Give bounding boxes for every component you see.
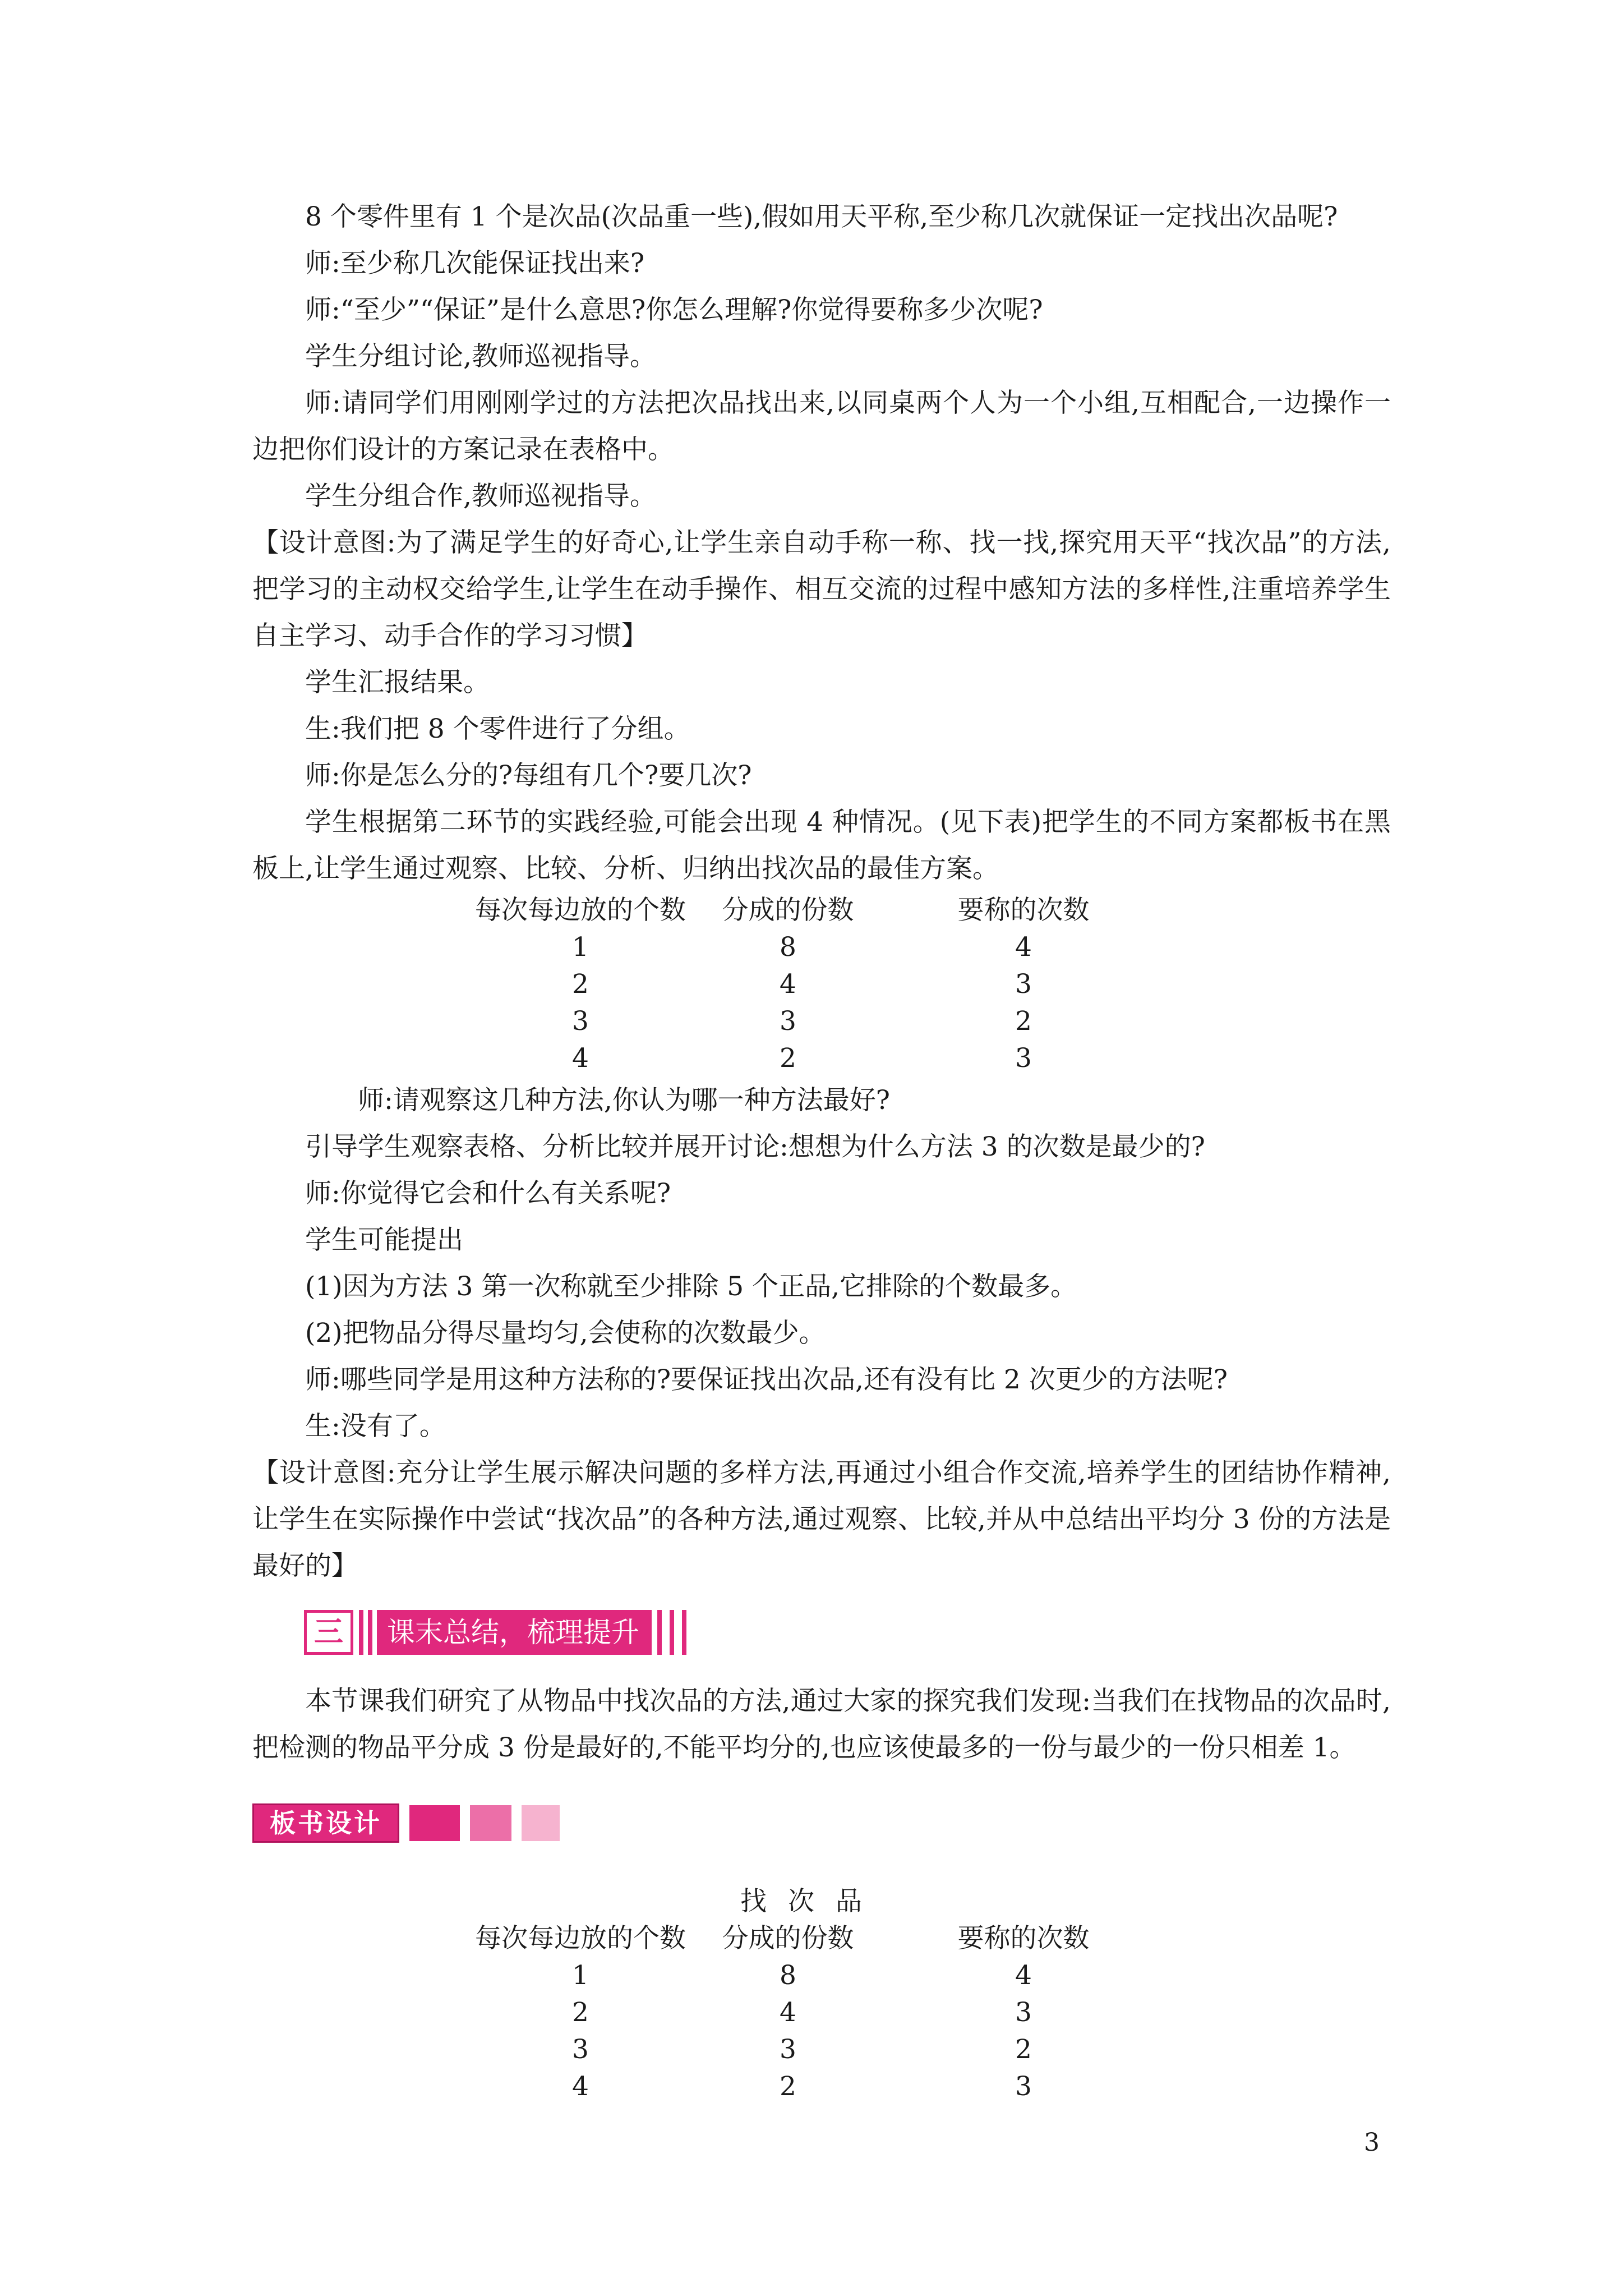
banner-divider xyxy=(359,1610,363,1655)
table-row xyxy=(457,966,1175,1003)
table-cell: 4 xyxy=(572,1043,589,1074)
paragraph: 学生汇报结果。 xyxy=(305,667,490,698)
table-cell: 2 xyxy=(780,2071,796,2102)
table-cell: 3 xyxy=(1015,1043,1032,1074)
table-row xyxy=(457,2068,1175,2105)
paragraph: 师:请观察这几种方法,你认为哪一种方法最好? xyxy=(358,1085,890,1116)
stripe xyxy=(657,1610,662,1655)
paragraph: 学生分组合作,教师巡视指导。 xyxy=(305,481,656,512)
paragraph: 师:“至少”“保证”是什么意思?你怎么理解?你觉得要称多少次呢? xyxy=(305,295,1043,325)
column-header: 要称的次数 xyxy=(957,1923,1090,1954)
paragraph: (2)把物品分得尽量均匀,会使称的次数最少。 xyxy=(305,1318,826,1349)
table-cell: 1 xyxy=(572,1960,589,1991)
table-cell: 3 xyxy=(1015,1997,1032,2028)
table-cell: 2 xyxy=(780,1043,796,1074)
paragraph: 8 个零件里有 1 个是次品(次品重一些),假如用天平称,至少称几次就保证一定找出次品呢? xyxy=(305,201,1338,232)
table-cell: 1 xyxy=(572,932,589,963)
column-header: 分成的份数 xyxy=(722,1923,854,1954)
banner-divider xyxy=(368,1610,372,1655)
table-cell: 4 xyxy=(1015,1960,1032,1991)
table-cell: 2 xyxy=(572,969,589,1000)
stripe xyxy=(682,1610,686,1655)
table-cell: 8 xyxy=(780,1960,796,1991)
table-row xyxy=(457,929,1175,966)
decorative-block xyxy=(470,1805,511,1841)
paragraph: 学生可能提出 xyxy=(305,1225,463,1255)
paragraph: 师:请同学们用刚刚学过的方法把次品找出来,以同桌两个人为一个小组,互相配合,一边操作一边把你们设计的方案记录在表格中。 xyxy=(252,388,1391,465)
table-cell: 8 xyxy=(780,932,796,963)
method-comparison-table xyxy=(457,892,1175,1077)
summary-paragraph: 本节课我们研究了从物品中找次品的方法,通过大家的探究我们发现:当我们在找物品的次品时,把检测的物品平分成 3 份是最好的,不能平均分的,也应该使最多的一份与最少的一份只相差 1。 xyxy=(252,1686,1391,1763)
column-header: 要称的次数 xyxy=(957,895,1090,926)
paragraph: 师:哪些同学是用这种方法称的?要保证找出次品,还有没有比 2 次更少的方法呢? xyxy=(305,1364,1228,1395)
paragraph: 生:我们把 8 个零件进行了分组。 xyxy=(305,714,690,744)
table-cell: 3 xyxy=(780,1006,796,1037)
section-heading-3 xyxy=(304,1611,809,1654)
banner-stripes xyxy=(657,1610,694,1655)
table-header-row xyxy=(457,892,1175,929)
table-cell: 3 xyxy=(1015,969,1032,1000)
stripe xyxy=(670,1610,674,1655)
table-cell: 3 xyxy=(1015,2071,1032,2102)
paragraph: 师:你觉得它会和什么有关系呢? xyxy=(305,1178,671,1209)
column-header: 每次每边放的个数 xyxy=(475,1923,686,1954)
page-content xyxy=(252,194,1391,2105)
table-header-row xyxy=(457,1920,1175,1957)
table-cell: 3 xyxy=(572,2034,589,2065)
paragraph-group-2 xyxy=(252,1077,1391,1589)
table-row xyxy=(457,1957,1175,1994)
table-cell: 4 xyxy=(780,969,796,1000)
board-design-label: 板书设计 xyxy=(252,1803,399,1843)
column-header: 分成的份数 xyxy=(722,895,854,926)
table-cell: 3 xyxy=(572,1006,589,1037)
board-design-header xyxy=(252,1800,1391,1846)
paragraph-group-1 xyxy=(252,194,1391,892)
design-intent-note: 【设计意图:充分让学生展示解决问题的多样方法,再通过小组合作交流,培养学生的团结协作精神,让学生在实际操作中尝试“找次品”的各种方法,通过观察、比较,并从中总结出平均分 3 份的方法是最好的】 xyxy=(252,1457,1391,1581)
table-cell: 4 xyxy=(780,1997,796,2028)
board-table xyxy=(457,1920,1175,2105)
section-title: 课末总结，梳理提升 xyxy=(377,1610,652,1655)
table-cell: 2 xyxy=(1015,2034,1032,2065)
paragraph: 师:至少称几次能保证找出来? xyxy=(305,248,645,279)
paragraph: 引导学生观察表格、分析比较并展开讨论:想想为什么方法 3 的次数是最少的? xyxy=(305,1131,1205,1162)
design-intent-note: 【设计意图:为了满足学生的好奇心,让学生亲自动手称一称、找一找,探究用天平“找次品”的方法,把学习的主动权交给学生,让学生在动手操作、相互交流的过程中感知方法的多样性,注重培养学生自主学习、动手合作的学习习惯】 xyxy=(252,527,1391,651)
table-row xyxy=(457,1994,1175,2031)
paragraph: (1)因为方法 3 第一次称就至少排除 5 个正品,它排除的个数最多。 xyxy=(305,1271,1077,1302)
table-row xyxy=(457,1003,1175,1040)
table-cell: 4 xyxy=(1015,932,1032,963)
decorative-block xyxy=(409,1805,460,1841)
table-row xyxy=(457,1040,1175,1077)
paragraph: 学生根据第二环节的实践经验,可能会出现 4 种情况。(见下表)把学生的不同方案都板书在黑板上,让学生通过观察、比较、分析、归纳出找次品的最佳方案。 xyxy=(252,807,1391,884)
table-cell: 3 xyxy=(780,2034,796,2065)
table-row xyxy=(457,2031,1175,2068)
column-header: 每次每边放的个数 xyxy=(475,895,686,926)
paragraph: 学生分组讨论,教师巡视指导。 xyxy=(305,341,656,372)
table-cell: 2 xyxy=(572,1997,589,2028)
table-cell: 2 xyxy=(1015,1006,1032,1037)
decorative-block xyxy=(522,1805,560,1841)
board-title: 找次品 xyxy=(740,1886,883,1917)
paragraph: 生:没有了。 xyxy=(305,1411,446,1442)
page-number: 3 xyxy=(1364,2128,1380,2157)
table-cell: 4 xyxy=(572,2071,589,2102)
paragraph: 师:你是怎么分的?每组有几个?要几次? xyxy=(305,760,752,791)
section-number: 三 xyxy=(304,1610,353,1655)
